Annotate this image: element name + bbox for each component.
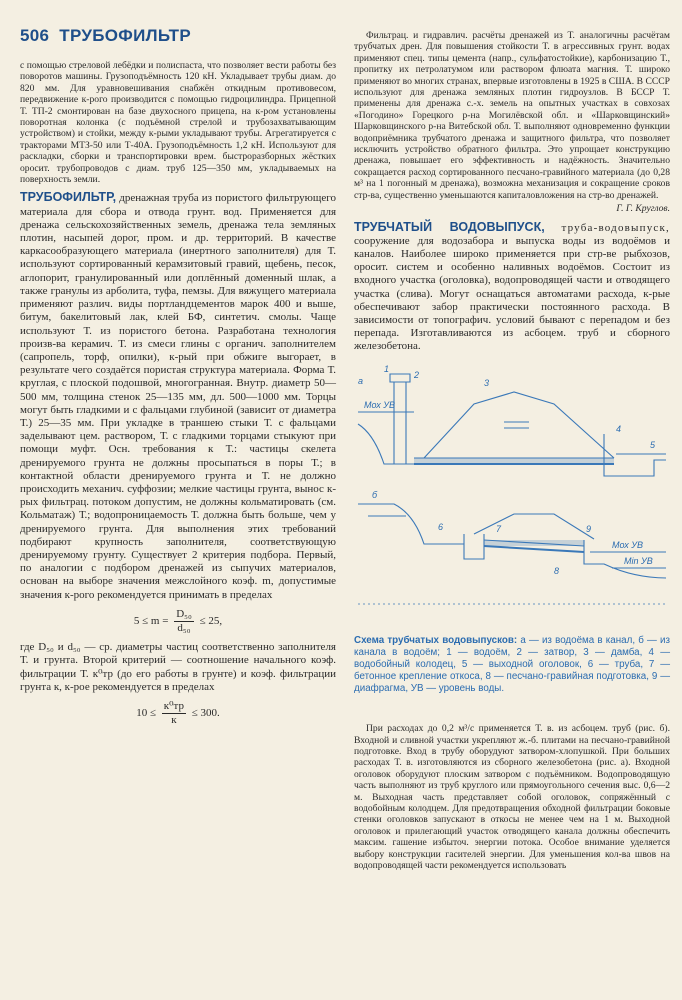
formula-m	[20, 608, 336, 635]
label-min-b: Min УВ	[624, 555, 653, 566]
label-mov-b: Мох УВ	[612, 539, 644, 550]
entry-alt-title: труба-водовыпуск,	[561, 221, 670, 234]
formula-m-den: d₅₀	[177, 621, 191, 634]
scheme-b	[358, 504, 666, 604]
gate-tower-a	[394, 382, 406, 464]
label-9: 9	[586, 523, 592, 534]
page-number: 506	[20, 26, 50, 45]
label-1: 1	[384, 363, 390, 374]
formula-k	[20, 700, 336, 727]
pipe-b	[484, 546, 584, 552]
entry-title-vodovypusk: ТРУБЧАТЫЙ ВОДОВЫПУСК,	[354, 219, 545, 234]
dam-a	[424, 392, 614, 458]
author-signature: Г. Г. Круглов.	[616, 203, 670, 215]
label-a: а	[358, 375, 364, 386]
entry-body-vodovypusk: сооружение для водозабора и выпуска воды из водоёмов и каналов. Наиболее широко применяется при стр-ве рыбхозов, ороcит. систем и особенно наливных водоёмов. Состоит из входного участка (оголовка), водопроводящей части и отводящего участка (слива). Могут оснащаться автоматами расхода, к-рые обеспечивают забор практически постоянного расхода. В зависимости от топографич. условий бывают с перепадом и без перепада. Изготавливаются из асбоцем. труб и сборного железобетона.	[354, 234, 670, 353]
formula-k-den: к	[171, 714, 177, 727]
formula-m-fraction	[174, 608, 194, 635]
formula-k-fraction	[162, 700, 186, 727]
label-8: 8	[554, 565, 560, 576]
left-para2: где D₅₀ и d₅₀ — ср. диаметры частиц соответственно заполнителя Т. и грунта. Второй критерий — соотношение начального коэф. фильтрации Т. к⁰тр (до его работы в грунте) и коэф. фильтрации грунта к, к-рое рекомендуется в пределах	[20, 641, 336, 693]
label-b: б	[372, 489, 378, 500]
gate-a	[390, 374, 410, 382]
entry-vodovypusk	[354, 221, 670, 354]
label-mov-a: Мох УВ	[364, 399, 396, 410]
label-4: 4	[616, 423, 622, 434]
right-continuation: Фильтрац. и гидравлич. расчёты дренажей из Т. аналогичны расчётам трубчатых дрен. Для повышения стойкости Т. в агрессивных грунт. водах применяют спец. типы цемента (напр., сульфатостойкие), карбонизацию Т., пропитку их петролатумом или раствором флюата магния. Т. широко применяют во многих странах, впервые изготовлены в 1925 в США. В СССР используют для дренажа земляных плотин гидроузлов. В БССР Т. применены для дренажа с.-х. земель на опытных участках в совхозах «Погодино» Горецкого р-на Могилёвской обл. и «Шарковщинский» Шарковщинского р-на Витебской обл. Т. выполняют одновременно функции водоприёмника трубчатого дренажа и защитного фильтра, что позволяет исключить устройство обратного фильтра. Это упрощает конструкцию дренажа, повышает его эффективность и надёжность. Значительно сокращается расход сортированного песчано-гравийного материала (до 0,28 м³ на 1 погонный м дренажа), возможна механизация и сокращение сроков стр-ва, существенно уменьшаются капиталовложения на стр-во дренажей.	[354, 30, 670, 201]
right-column	[354, 30, 670, 873]
right-para2: При расходах до 0,2 м³/с применяется Т. в. из асбоцем. труб (рис. б). Входной и сливной участки укрепляют ж.-б. плитами на песчано-гравийной подготовке. Вход в трубу оборудуют затвором-хлопушкой. При больших расходах Т. в. изготовляются из сборного железобетона (рис. а). Входной оголовок оборудуют плоским затвором с подъёмником. Водопроводящую часть выполняют из труб круглого или прямоугольного сечения выс. 0,6—2 м. Выходная часть представляет собой оголовок, сопряжённый с водобойным колодцем. Для предотвращения обходной фильтрации боковые стенки оголовков запускают в откосы не менее чем на 1 м. Выходной оголовок и прилегающий участок отводящего канала должны обеспечить максим. гашение избыточ. энергии потока. Особое внимание уделяется выбору конструкции гасителей энергии. Для уменьшения кол-ва швов на водопроводящей части рекомендуется использовать	[354, 723, 670, 871]
figure-vodovypusk	[354, 364, 670, 626]
well-b	[464, 534, 484, 559]
caption-title: Схема трубчатых водовыпусков:	[354, 635, 518, 647]
left-continuation: с помощью стреловой лебёдки и полиспаста, что позволяет вести работы без поворотов машины. Грузоподъёмность 120 кН. Укладывает трубы диам. до 820 мм. Для уравновешивания снабжён откидным противовесом, передвижение к-рого производится с помощью гидроцилиндра. Прицепной Т. ТП-2 смонтирован на базе двухосного прицепа, на к-ром установлены поворотная колонка (с подъёмной стрелой и трубозахватывающим устройством) и стойки, между к-рыми укладывают трубы. Агрегатируется с тракторами МТЗ-50 или Т-40А. Грузоподъёмность 1,2 кН. Используют для раскладки, сборки и транспортировки врем. быстроразборных жёстких ороcит. трубопроводов с диам. труб 125—350 мм, укладываемых на поверхность земли.	[20, 60, 336, 186]
dam-b	[474, 514, 594, 539]
label-2: 2	[414, 369, 420, 380]
formula-m-left: 5 ≤ m =	[133, 615, 169, 627]
left-column	[20, 60, 336, 733]
entry-body-trubofiltr: дренажная труба из пористого фильтрующего материала для сбора и отвода грунт. вод. Применяется для дренажа сельскохозяйственных земель, дренажа тела земляных плотин, насыпей дорог, пром. и др. территорий. В качестве каркасообразующего материала (инертного заполнителя) для Т. используют сортированный керамзитовый гравий, щебень, песок, аглопорит, гранулированный или доплённый доменный шлак, а также гранулы из арболита, туфа, пемзы. Для вяжущего материала применяют различ. виды портландцементов марок 400 и выше, битум, бакелитовый лак, клей БФ, синтетич. смолы. Чаще используют Т. из пористого бетона. Разработана технология произв-ва керамич. Т. из смеси глины с органич. заполнителем (сапропель, торф, опилки), к-рый при обжиге выгорает, в результате чего создаётся пористая структура материала. Форма Т. круглая, с плоской подошвой, многогранная. Внутр. диаметр 50—500 мм, толщина стенок 25—135 мм, дл. 500—1000 мм. Торцы могут быть гладкими и с фальцами глубиной (зависит от диаметра Т.) 25—35 мм. При укладке в траншею стыки Т. с фальцами заделывают цем. раствором, Т. с гладкими торцами стыкуют при помощи муфт. Осн. требования к Т.: частицы скелета дренируемого грунта не должны просыпаться в поры Т.; в контактной области дренируемого грунта и Т. не должно происходить механич. суффозии; мелкие частицы грунта, вынос к-рых фильтрац. потоком допустим, не должны кольматировать (см. Кольматаж) Т.; водопроницаемость Т. должна быть больше, чем у дренируемого грунта. Для выполнения этих требований подбирают крупность заполнителя, соответствующую дренируемому грунту. Существует 2 критерия подбора. Первый, по аналогии с подбором дренажей из сыпучих материалов, основан на выборе значения межслойного коэф. m, допустимые значения к-рого рекомендуется принимать в пределах	[20, 192, 336, 601]
formula-m-right: ≤ 25,	[199, 615, 223, 627]
running-head: ТРУБОФИЛЬТР	[59, 26, 191, 45]
figure-drawing	[354, 364, 670, 626]
formula-k-left: 10 ≤	[136, 707, 157, 720]
caption-text: а — из водоёма в канал, б — из канала в водоём; 1 — водоём, 2 — затвор, 3 — дамба, 4 — водобойный колодец, 5 — выходной оголовок, 6 — труба, 7 — бетонное крепление откоса, 8 — песчано-гравийная подготовка, 9 — диафрагма, УВ — уровень воды.	[354, 635, 670, 695]
label-3: 3	[484, 377, 490, 388]
formula-k-num: к⁰тр	[162, 700, 186, 714]
formula-m-num: D₅₀	[174, 608, 194, 622]
label-6: 6	[438, 521, 444, 532]
entry-title-trubofiltr: ТРУБОФИЛЬТР,	[20, 190, 117, 205]
label-7: 7	[496, 523, 502, 534]
entry-trubofiltr	[20, 191, 336, 601]
canal-b	[358, 504, 464, 544]
stilling-basin-a	[604, 434, 666, 476]
page-header	[20, 26, 191, 46]
label-5: 5	[650, 439, 656, 450]
formula-k-right: ≤ 300.	[191, 707, 220, 720]
figure-caption	[354, 635, 670, 695]
